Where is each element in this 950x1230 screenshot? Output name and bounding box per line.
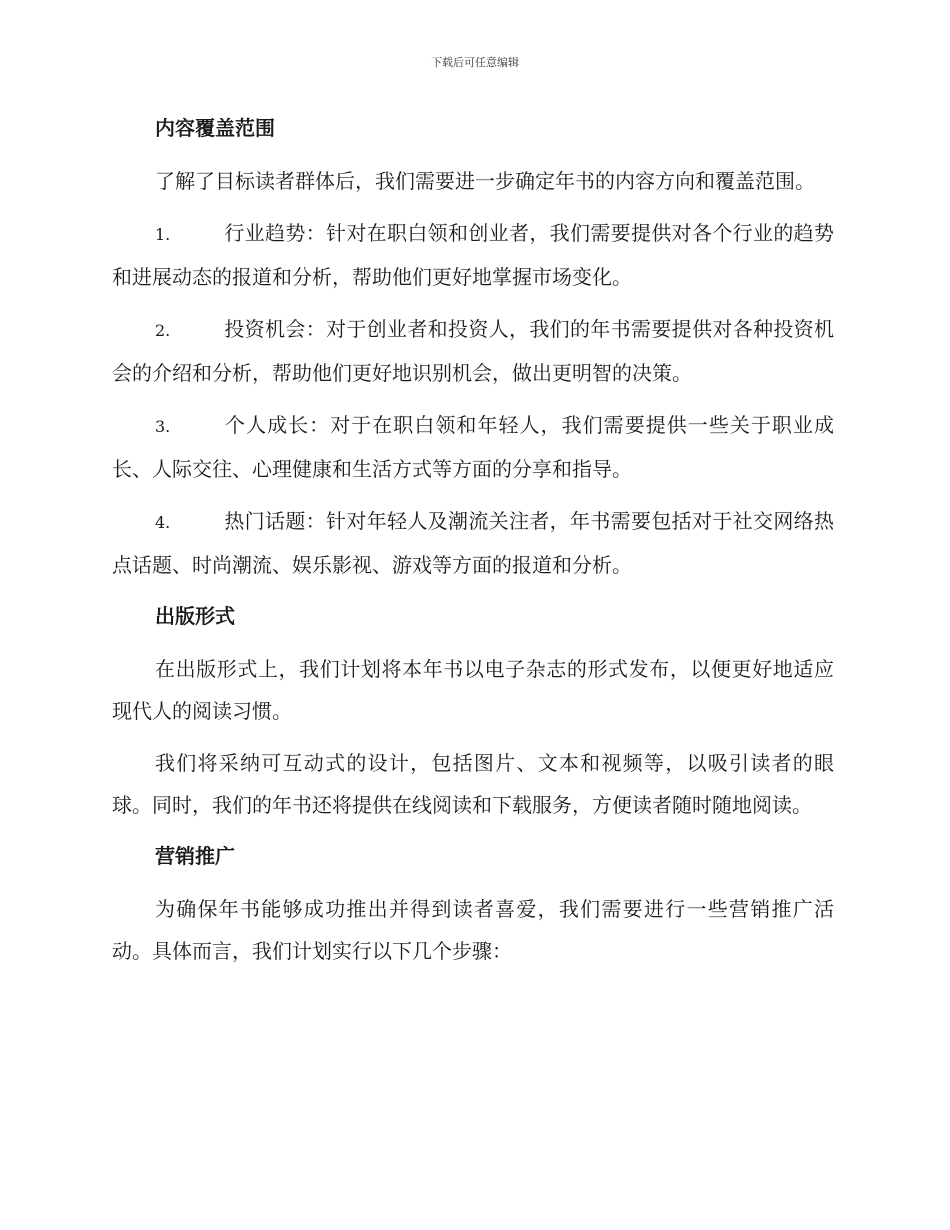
section-intro: 了解了目标读者群体后，我们需要进一步确定年书的内容方向和覆盖范围。: [155, 169, 815, 193]
list-item: [112, 404, 834, 490]
list-text: 投资机会：对于创业者和投资人，我们的年书需要提供对各种投资机会的介绍和分析，帮助他们更好地识别机会，做出更明智的决策。: [112, 317, 834, 385]
list-text: 行业趋势：针对在职白领和创业者，我们需要提供对各个行业的趋势和进展动态的报道和分析，帮助他们更好地掌握市场变化。: [112, 221, 834, 289]
header-note: 下载后可任意编辑: [431, 56, 519, 69]
list-item: [112, 308, 834, 394]
paragraph: 我们将采纳可互动式的设计，包括图片、文本和视频等，以吸引读者的眼球。同时，我们的年书还将提供在线阅读和下载服务，方便读者随时随地阅读。: [112, 751, 834, 817]
list-number: 4.: [155, 513, 171, 532]
section-heading-publication-format: 出版形式: [155, 604, 235, 628]
list-number: 3.: [155, 417, 171, 436]
section-heading-marketing: 营销推广: [155, 844, 235, 868]
document-body: [112, 108, 834, 982]
list-number: 2.: [155, 321, 171, 340]
paragraph: 在出版形式上，我们计划将本年书以电子杂志的形式发布，以便更好地适应现代人的阅读习惯。: [112, 657, 834, 723]
section-heading-content-scope: 内容覆盖范围: [155, 116, 275, 140]
paragraph: 为确保年书能够成功推出并得到读者喜爱，我们需要进行一些营销推广活动。具体而言，我们计划实行以下几个步骤：: [112, 897, 834, 963]
list-text: 个人成长：对于在职白领和年轻人，我们需要提供一些关于职业成长、人际交往、心理健康和生活方式等方面的分享和指导。: [112, 413, 834, 481]
list-item: [112, 500, 834, 586]
list-text: 热门话题：针对年轻人及潮流关注者，年书需要包括对于社交网络热点话题、时尚潮流、娱乐影视、游戏等方面的报道和分析。: [112, 509, 834, 577]
list-number: 1.: [155, 225, 171, 244]
list-item: [112, 212, 834, 298]
